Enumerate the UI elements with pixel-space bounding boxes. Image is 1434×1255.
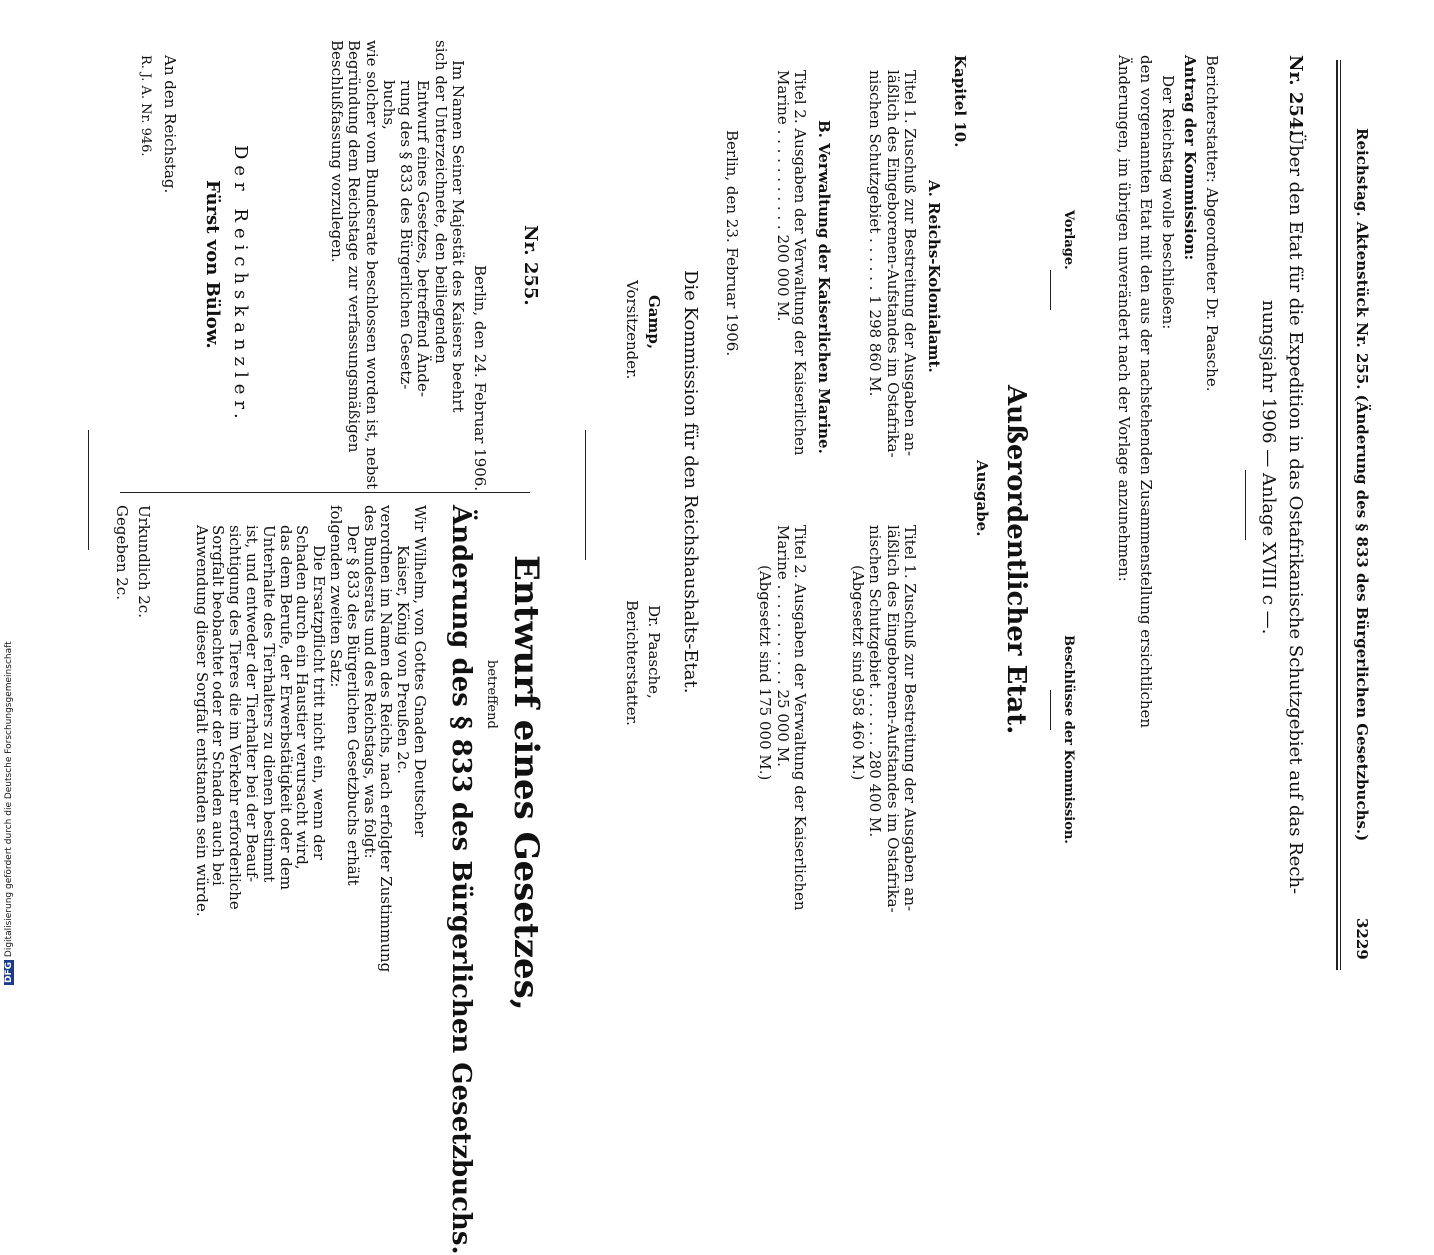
signature-left-name: Gamp, <box>645 295 663 350</box>
header-left: Reichstag. Aktenstück Nr. 255. (Änderung des § 833 des Bürgerlichen Gesetzbuchs.) <box>1353 128 1371 842</box>
doc255-body: Im Namen Seiner Majestät des Kaisers beehrt sich der Unterzeichnete, den beiliegenden Entwurf eines Gesetzes, betreffend Ände- rung des § 833 des Bürgerlichen Gesetz- buchs, wie solcher vom Bundesrate beschlossen worden ist, nebst Begründung dem Reichstage zur verfassungsmäßigen Beschlußfassung vorzulegen. <box>328 40 467 490</box>
section-b-left: Titel 2. Ausgaben der Verwaltung der Kaiserlichen Marine . . . . . . . . . . . 200 000 M. <box>773 70 809 456</box>
col-vorlage-label: Vorlage. <box>1061 210 1076 270</box>
entwurf-betreffend: betreffend <box>484 660 499 729</box>
section-b-heading: B. Verwaltung der Kaiserlichen Marine. <box>815 120 833 454</box>
doc254-number: Nr. 254. <box>1285 55 1306 136</box>
header-rule-2 <box>1340 60 1341 970</box>
running-header <box>1353 128 1370 928</box>
entwurf-closing-2: Gegeben 2c. <box>113 505 131 600</box>
antrag-text-1: Der Reichstag wolle beschließen: <box>1159 75 1177 330</box>
antrag-heading: Antrag der Kommission: <box>1181 55 1199 261</box>
section-b-right: Titel 2. Ausgaben der Verwaltung der Kaiserlichen Marine . . . . . . . . . . . 25 000 M. (Abgesetzt sind 175 000 M.) <box>756 525 809 911</box>
commission-name: Die Kommission für den Reichshaushalts-Etat. <box>680 270 701 694</box>
title-rule <box>1245 470 1246 540</box>
dfg-text: Digitalisierung gefördert durch die Deutsche Forschungsgemeinschaft <box>4 641 14 958</box>
entwurf-body: Wir Wilhelm, von Gottes Gnaden Deutscher Kaiser, König von Preußen 2c. verordnen im Namen des Reichs, nach erfolgter Zustimmung des Bundesrats und des Reichstags, was folgt: Der § 833 des Bürgerlichen Gesetzbuchs erhält folgenden zweiten Satz: Die Ersatzpflicht tritt nicht ein, wenn der Schaden durch ein Haustier verursacht wird, das dem Berufe, der Erwerbstätigkeit oder dem Unterhalte des Tierhalters zu dienen bestimmt ist, und entweder der Tierhalter bei der Beauf- sichtigung des Tieres die im Verkehr erforderliche Sorgfalt beobachtet oder der Schaden auch bei Anwendung dieser Sorgfalt entstanden sein würde. <box>192 505 429 973</box>
doc254-title-2: nungsjahr 1906 — Anlage XVIII c —. <box>1258 300 1279 635</box>
antrag-text-2: den vorgenannten Etat mit den aus der nachstehenden Zusammenstellung ersichtlichen <box>1137 55 1155 729</box>
doc255-ref: R. J. A. Nr. 946. <box>138 55 153 157</box>
section-a-heading: A. Reichs-Kolonialamt. <box>925 180 943 373</box>
entwurf-closing-1: Urkundlich 2c. <box>135 505 153 618</box>
signature-right-role: Berichterstatter. <box>623 600 641 726</box>
section-a-left: Titel 1. Zuschuß zur Bestreitung der Ausgaben an- läßlich des Eingeborenen-Aufstandes im Ostafrika- nischen Schutzgebiet . . . . . . 1 298 860 M. <box>866 70 919 458</box>
etat-subtitle: Ausgabe. <box>973 460 991 537</box>
doc254-date: Berlin, den 23. Februar 1906. <box>723 130 741 357</box>
col-rule-2 <box>1050 690 1051 730</box>
doc255-address: An den Reichstag. <box>161 55 179 194</box>
dfg-logo: DFG <box>4 961 14 983</box>
section-a-right: Titel 1. Zuschuß zur Bestreitung der Ausgaben an- läßlich des Eingeborenen-Aufstandes im Ostafrika- nischen Schutzgebiet . . . . . . 280 400 M. (Abgesetzt sind 958 460 M.) <box>849 525 919 913</box>
doc255-number: Nr. 255. <box>520 225 541 306</box>
berichterstatter: Berichterstatter: Abgeordneter Dr. Paasche. <box>1203 55 1221 392</box>
signature-right-name: Dr. Paasche, <box>645 605 663 699</box>
entwurf-title: Entwurf eines Gesetzes, <box>506 555 546 1011</box>
column-divider <box>120 492 530 493</box>
dfg-footer <box>4 641 14 985</box>
doc255-date: Berlin, den 24. Februar 1906. <box>471 265 489 492</box>
doc255-signature-name: Fürst von Bülow. <box>202 180 223 349</box>
antrag-text-3: Änderungen, im übrigen unverändert nach der Vorlage anzunehmen: <box>1115 55 1133 582</box>
entwurf-subtitle: Änderung des § 833 des Bürgerlichen Gesetzbuchs. <box>446 505 476 1255</box>
etat-title: Außerordentlicher Etat. <box>1001 385 1031 735</box>
col-rule-1 <box>1050 270 1051 310</box>
page-number: 3229 <box>1353 918 1371 960</box>
separator-rule-2 <box>88 430 89 550</box>
kapitel: Kapitel 10. <box>951 55 969 148</box>
doc255-signature: Der Reichskanzler. <box>230 145 251 425</box>
separator-rule-1 <box>585 430 586 560</box>
signature-left-role: Vorsitzender. <box>623 280 641 380</box>
header-rule <box>1336 60 1338 970</box>
doc254-title-1: Über den Etat für die Expedition in das Ostafrikanische Schutzgebiet auf das Rech- <box>1285 130 1306 895</box>
col-beschluesse-label: Beschlüsse der Kommission. <box>1061 635 1076 844</box>
